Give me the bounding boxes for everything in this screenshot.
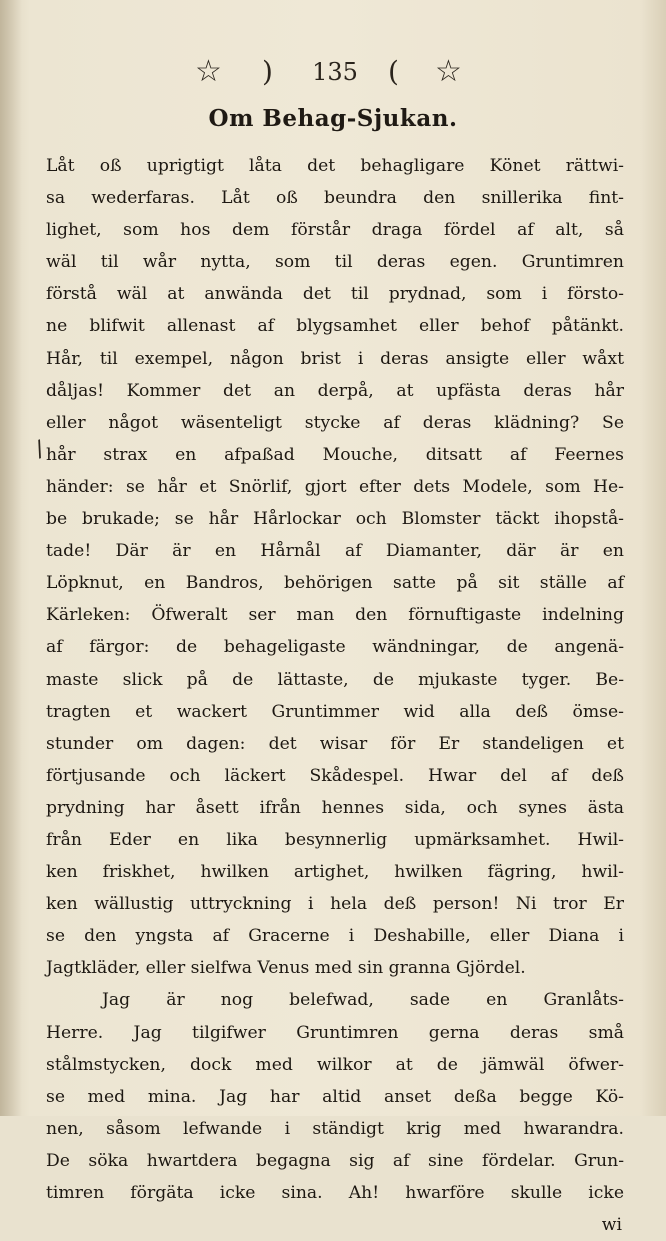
text-line: Kärleken: Öfweralt ser man den förnuftigaste indelning <box>46 605 624 626</box>
text-line: maste slick på de lättaste, de mjukaste tyger. Be- <box>46 669 624 690</box>
text-line: Låt oß uprigtigt låta det behagligare Könet rättwi- <box>46 156 624 176</box>
text-line: förstå wäl at anwända det til prydnad, som i försto- <box>46 284 624 305</box>
text-line: lighet, som hos dem förstår draga fördel af alt, så <box>46 220 624 241</box>
star-ornament-icon: ☆ <box>435 54 462 89</box>
text-line: wäl til wår nytta, som til deras egen. Gruntimren <box>46 252 624 273</box>
text-line: stålmstycken, dock med wilkor at de jämwäl öfwer- <box>46 1054 624 1075</box>
star-ornament-icon: ☆ <box>195 54 222 89</box>
text-line: be brukade; se hår Hårlockar och Blomster täckt ihopstå- <box>46 509 624 530</box>
chapter-title: Om Behag-Sjukan. <box>208 105 458 132</box>
catchword: wi <box>601 1215 622 1236</box>
text-line: ne blifwit allenast af blygsamhet eller behof påtänkt. <box>46 316 624 337</box>
text-line: ken friskhet, hwilken artighet, hwilken fägring, hwil- <box>46 862 624 883</box>
text-line: eller något wäsenteligt stycke af deras klädning? Se <box>46 412 624 433</box>
text-line: tade! Där är en Hårnål af Diamanter, där är en <box>46 541 624 562</box>
text-line: timren förgäta icke sina. Ah! hwarföre skulle icke <box>46 1183 624 1203</box>
body-text <box>46 150 624 1241</box>
text-line: tragten et wackert Gruntimmer wid alla deß ömse- <box>46 701 624 722</box>
header-paren-left: ) <box>262 55 273 88</box>
text-line: Löpknut, en Bandros, behörigen satte på sit ställe af <box>46 573 624 594</box>
page-number: 135 <box>312 58 358 86</box>
text-line: Hår, til exempel, någon brist i deras ansigte eller wåxt <box>46 348 624 369</box>
text-line: af färgor: de behageligaste wändningar, de angenä- <box>46 637 624 658</box>
text-line: förtjusande och läckert Skådespel. Hwar del af deß <box>46 765 624 786</box>
text-line: sa wederfaras. Låt oß beundra den snillerika fint- <box>46 188 624 209</box>
text-line: händer: se hår et Snörlif, gjort efter dets Modele, som He- <box>46 476 624 497</box>
header-paren-right: ( <box>388 55 399 88</box>
text-line: Jagtkläder, eller sielfwa Venus med sin granna Gjördel. <box>46 958 526 979</box>
running-header <box>0 52 666 92</box>
text-line: dåljas! Kommer det an derpå, at upfästa deras hår <box>46 380 624 401</box>
text-line: Jag är nog belefwad, sade en Granlåts- <box>102 990 624 1011</box>
gutter-shadow <box>0 0 22 1116</box>
text-line: hår strax en afpaßad Mouche, ditsatt af Feernes <box>46 444 624 465</box>
text-line: se den yngsta af Gracerne i Deshabille, eller Diana i <box>46 926 624 947</box>
text-line: se med mina. Jag har altid anset deßa begge Kö- <box>46 1086 624 1107</box>
text-line: Herre. Jag tilgifwer Gruntimren gerna deras små <box>46 1022 624 1043</box>
text-line: nen, såsom lefwande i ständigt krig med hwarandra. <box>46 1118 624 1139</box>
text-line: ken wällustig uttryckning i hela deß person! Ni tror Er <box>46 894 624 915</box>
text-line: stunder om dagen: det wisar för Er standeligen et <box>46 733 624 754</box>
text-line: från Eder en lika besynnerlig upmärksamhet. Hwil- <box>46 829 624 850</box>
text-line: prydning har åsett ifrån hennes sida, och synes ästa <box>46 797 624 818</box>
text-line: De söka hwartdera begagna sig af sine fördelar. Grun- <box>46 1150 624 1171</box>
margin-mark: / <box>31 436 48 463</box>
